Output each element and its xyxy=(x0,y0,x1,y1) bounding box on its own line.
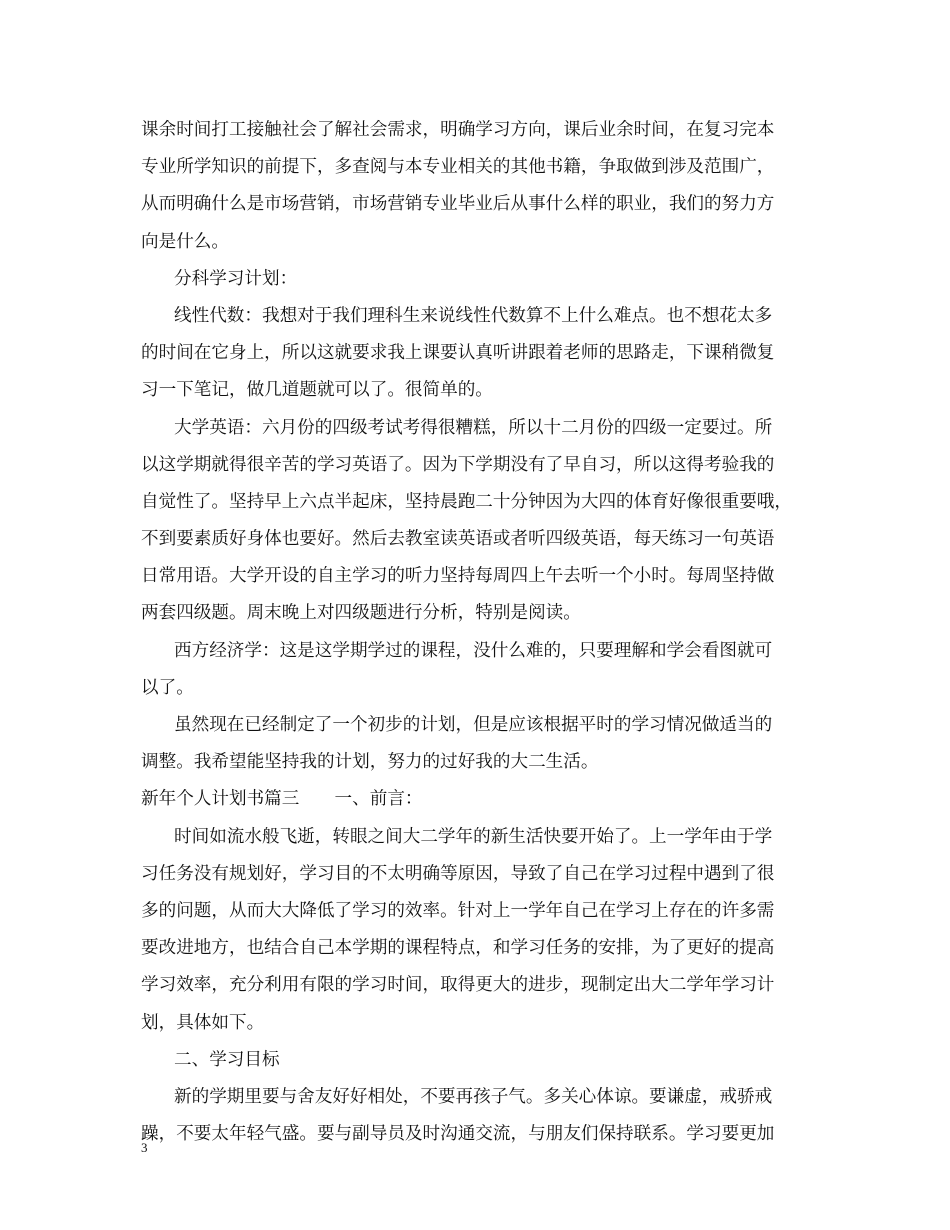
text-line: 分科学习计划： xyxy=(174,268,298,289)
text-line: 西方经济学：这是这学期学过的课程，没什么难的，只要理解和学会看图就可 xyxy=(174,640,773,661)
text-line: 习一下笔记，做几道题就可以了。很简单的。 xyxy=(141,380,493,401)
text-line: 习任务没有规划好，学习目的不太明确等原因，导致了自己在学习过程中遇到了很 xyxy=(141,863,775,884)
text-line: 课余时间打工接触社会了解社会需求，明确学习方向，课后业余时间，在复习完本 xyxy=(141,120,775,140)
text-line: 两套四级题。周末晚上对四级题进行分析，特别是阅读。 xyxy=(141,603,581,624)
text-line: 时间如流水般飞逝，转眼之间大二学年的新生活快要开始了。上一学年由于学 xyxy=(174,826,773,847)
text-line: 要改进地方，也结合自己本学期的课程特点，和学习任务的安排，为了更好的提高 xyxy=(141,938,775,959)
page-number: 3 xyxy=(141,1140,148,1155)
text-line: 躁，不要太年轻气盛。要与副导员及时沟通交流，与朋友们保持联系。学习要更加 xyxy=(141,1124,775,1145)
text-line: 不到要素质好身体也要好。然后去教室读英语或者听四级英语，每天练习一句英语 xyxy=(141,529,775,550)
text-line: 虽然现在已经制定了一个初步的计划，但是应该根据平时的学习情况做适当的 xyxy=(174,715,773,735)
text-line: 划，具体如下。 xyxy=(141,1012,265,1033)
text-line: 二、学习目标 xyxy=(174,1049,280,1070)
text-line: 专业所学知识的前提下，多查阅与本专业相关的其他书籍，争取做到涉及范围广， xyxy=(141,157,775,178)
text-line: 多的问题，从而大大降低了学习的效率。针对上一学年自己在学习上存在的许多需 xyxy=(141,900,775,921)
text-line: 大学英语：六月份的四级考试考得很糟糕，所以十二月份的四级一定要过。所 xyxy=(174,417,773,438)
text-line: 自觉性了。坚持早上六点半起床，坚持晨跑二十分钟因为大四的体育好像很重要哦， xyxy=(141,491,792,512)
text-line: 以了。 xyxy=(141,677,194,698)
text-line: 向是什么。 xyxy=(141,231,229,252)
text-line: 从而明确什么是市场营销，市场营销专业毕业后从事什么样的职业，我们的努力方 xyxy=(141,194,775,215)
text-line: 新年个人计划书篇三 一、前言： xyxy=(141,789,423,810)
text-line: 以这学期就得很辛苦的学习英语了。因为下学期没有了早自习，所以这得考验我的 xyxy=(141,454,775,475)
text-line: 学习效率，充分利用有限的学习时间，取得更大的进步，现制定出大二学年学习计 xyxy=(141,975,775,996)
text-line: 线性代数：我想对于我们理科生来说线性代数算不上什么难点。也不想花太多 xyxy=(174,305,773,326)
body-text xyxy=(141,112,831,1153)
text-line: 新的学期里要与舍友好好相处，不要再孩子气。多关心体谅。要谦虚，戒骄戒 xyxy=(174,1086,773,1107)
text-line: 调整。我希望能坚持我的计划，努力的过好我的大二生活。 xyxy=(141,752,599,773)
text-line: 的时间在它身上，所以这就要求我上课要认真听讲跟着老师的思路走，下课稍微复 xyxy=(141,343,775,364)
text-line: 日常用语。大学开设的自主学习的听力坚持每周四上午去听一个小时。每周坚持做 xyxy=(141,566,775,587)
